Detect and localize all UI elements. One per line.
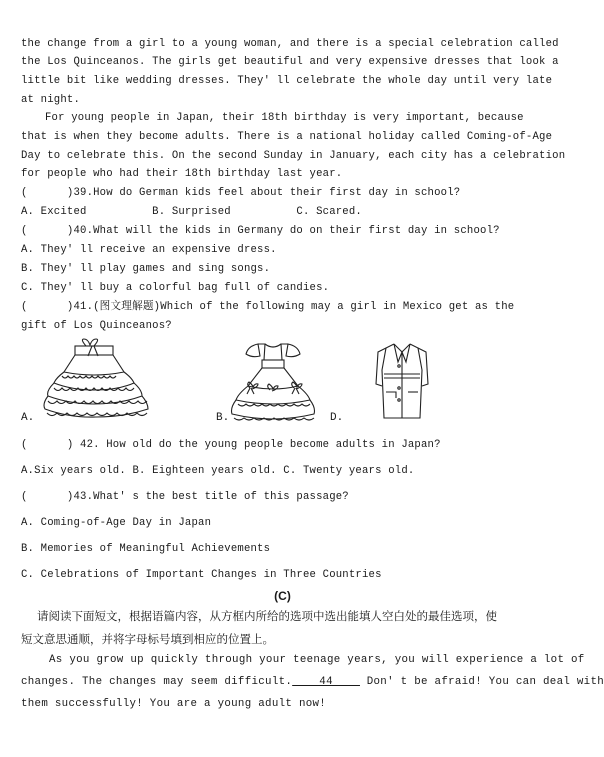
section-c-paragraph-line-2 <box>21 675 604 689</box>
question-43-stem: ( )43.What' s the best title of this passage? <box>21 491 349 503</box>
section-c-instruction-1: 请阅读下面短文，根据语篇内容，从方框内所给的选项中选出能填人空白处的最佳选项，使 <box>37 609 497 623</box>
passage-line-2: the Los Quinceanos. The girls get beautiful and very expensive dresses that look a <box>21 56 559 68</box>
question-41-stem: ( )41.(图文理解题)Which of the following may a girl in Mexico get as the <box>21 301 515 313</box>
question-40-option-c: C. They' ll buy a colorful bag full of candies. <box>21 282 330 294</box>
question-40-option-b: B. They' ll play games and sing songs. <box>21 263 271 275</box>
passage-line-3: little bit like wedding dresses. They' ll celebrate the whole day until very late <box>21 75 553 87</box>
text-after-blank: Don' t be afraid! You can deal with <box>359 676 604 688</box>
question-41-stem-2: gift of Los Quinceanos? <box>21 320 172 332</box>
question-40-option-a: A. They' ll receive an expensive dress. <box>21 244 277 256</box>
passage-line-4: at night. <box>21 94 81 106</box>
section-c-title: (C) <box>274 589 291 603</box>
question-39-stem: ( )39.How do German kids feel about their first day in school? <box>21 187 461 199</box>
text-before-blank: changes. The changes may seem difficult. <box>21 676 293 688</box>
passage-line-7: Day to celebrate this. On the second Sunday in January, each city has a celebration <box>21 150 566 162</box>
skirt-figure-a <box>42 338 152 420</box>
question-42-options: A.Six years old. B. Eighteen years old. C. Twenty years old. <box>21 465 415 477</box>
question-43-option-c: C. Celebrations of Important Changes in Three Countries <box>21 569 382 581</box>
dress-figure-b <box>228 340 318 424</box>
question-43-option-a: A. Coming-of-Age Day in Japan <box>21 517 212 529</box>
question-42-stem: ( ) 42. How old do the young people become adults in Japan? <box>21 439 441 451</box>
passage-line-1: the change from a girl to a young woman, and there is a special celebration called <box>21 38 559 50</box>
passage-line-5: For young people in Japan, their 18th birthday is very important, because <box>45 112 524 124</box>
question-39-options: A. Excited B. Surprised C. Scared. <box>21 206 362 218</box>
passage-line-6: that is when they become adults. There is a national holiday called Coming-of-Age <box>21 131 553 143</box>
question-43-option-b: B. Memories of Meaningful Achievements <box>21 543 271 555</box>
passage-line-8: for people who had their 18th birthday last year. <box>21 168 343 180</box>
question-40-stem: ( )40.What will the kids in Germany do on their first day in school? <box>21 225 500 237</box>
figure-b-label: B. <box>216 412 230 424</box>
section-c-paragraph-line-3: them successfully! You are a young adult now! <box>21 698 327 710</box>
section-c-paragraph-line-1: As you grow up quickly through your teenage years, you will experience a lot of <box>49 654 585 666</box>
section-c-instruction-2: 短文意思通顺，并将字母标号填到相应的位置上。 <box>21 632 274 646</box>
figure-a-label: A. <box>21 412 35 424</box>
blank-44[interactable]: 44 <box>292 676 360 688</box>
coat-figure-d <box>372 340 432 424</box>
figure-d-label: D. <box>330 412 344 424</box>
